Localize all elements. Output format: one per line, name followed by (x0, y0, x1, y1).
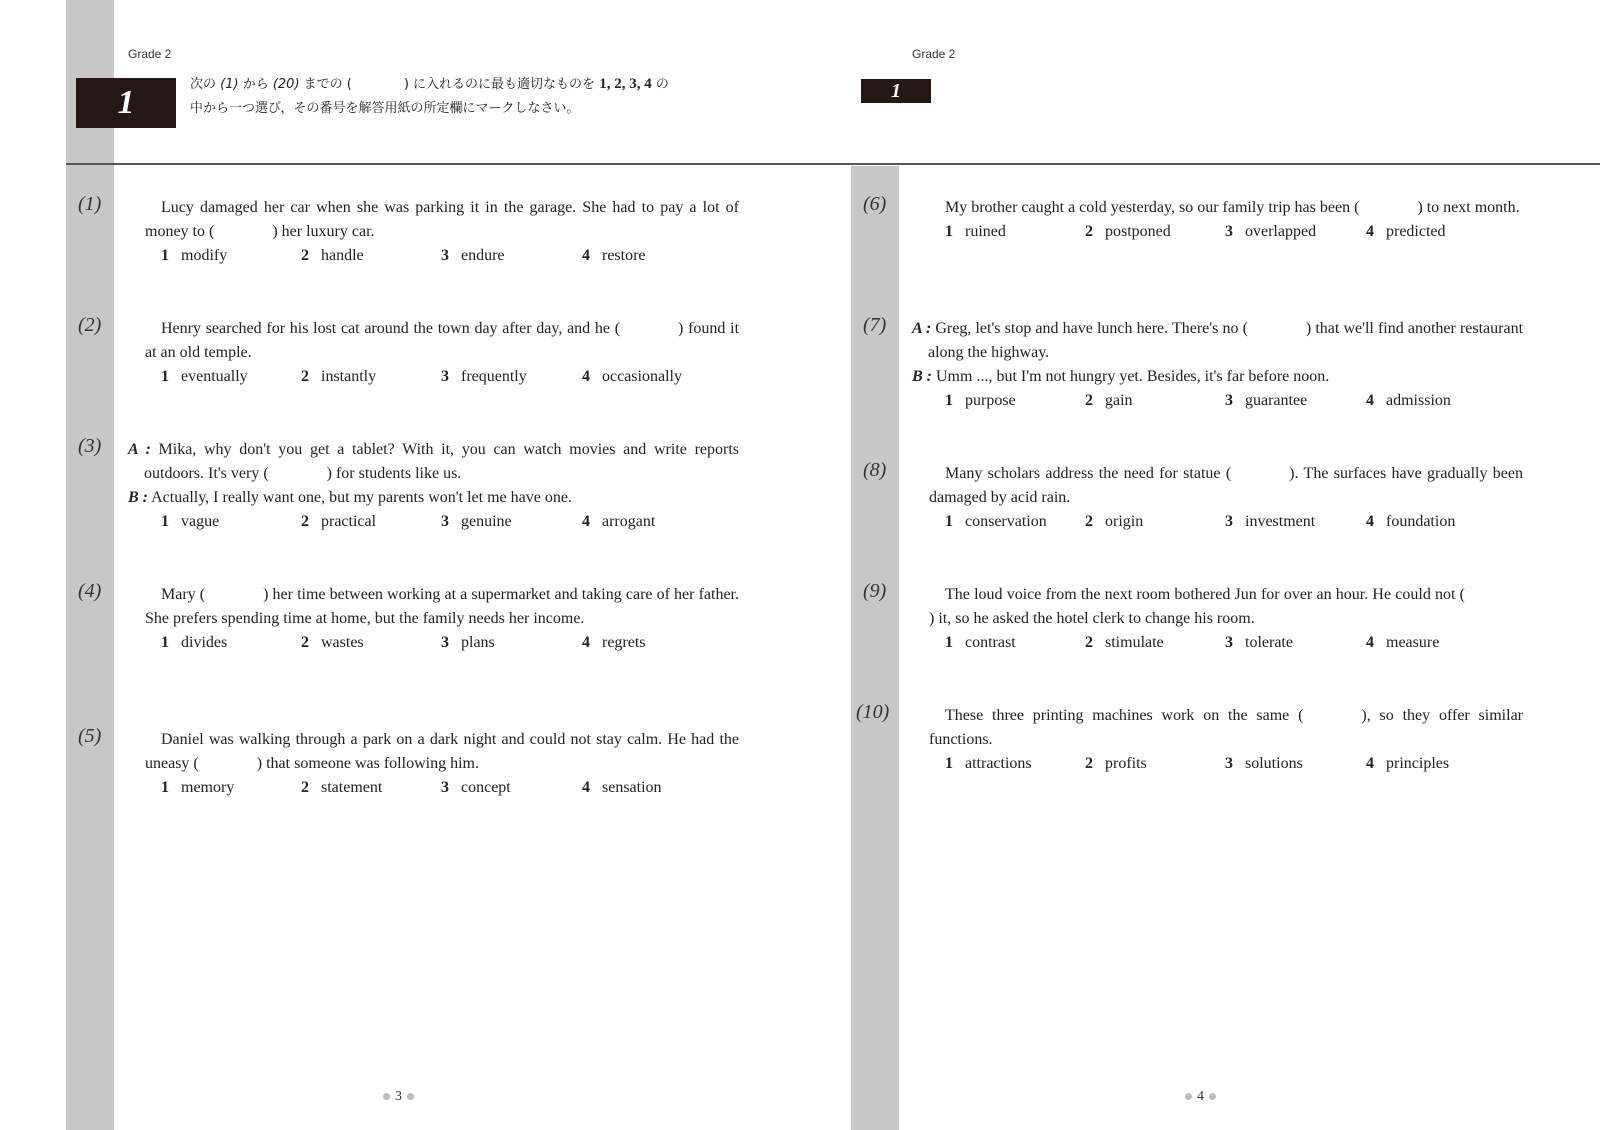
left-gutter-bar (66, 0, 114, 1130)
option-2[interactable]: 2 handle (301, 247, 364, 264)
question-8 (929, 462, 1523, 534)
grade-label: Grade 2 (912, 47, 956, 61)
question-number: (4) (78, 580, 102, 602)
option-3[interactable]: 3 frequently (441, 368, 527, 385)
question-number: (5) (78, 725, 102, 747)
option-1[interactable]: 1 vague (161, 513, 220, 530)
option-4[interactable]: 4 measure (1366, 634, 1440, 651)
option-3[interactable]: 3 solutions (1225, 755, 1303, 772)
option-4[interactable]: 4 foundation (1366, 513, 1456, 530)
option-1[interactable]: 1 modify (161, 247, 228, 264)
question-text: Mary ( ) her time between working at a supermarket and taking care of her father. She prefers spending time at home, but the family needs her income. (145, 586, 740, 627)
option-4[interactable]: 4 predicted (1366, 223, 1446, 240)
header-rule (66, 163, 800, 165)
option-2[interactable]: 2 stimulate (1085, 634, 1164, 651)
question-4 (145, 583, 739, 655)
question-3 (128, 438, 739, 534)
option-1[interactable]: 1 attractions (945, 755, 1032, 772)
page-number: 3 (378, 1089, 419, 1105)
section-number-box: 1 (861, 79, 931, 103)
answer-options (945, 389, 1523, 413)
option-1[interactable]: 1 conservation (945, 513, 1047, 530)
answer-options (945, 220, 1523, 244)
answer-options (161, 365, 739, 389)
question-number: (7) (863, 314, 887, 336)
page-number: 4 (1180, 1089, 1221, 1105)
question-text: Henry searched for his lost cat around the town day after day, and he ( ) found it at an old temple. (145, 320, 740, 361)
option-4[interactable]: 4 arrogant (582, 513, 656, 530)
option-4[interactable]: 4 principles (1366, 755, 1450, 772)
option-3[interactable]: 3 guarantee (1225, 392, 1308, 409)
answer-options (161, 776, 739, 800)
answer-options (161, 510, 739, 534)
dialogue-b: B : Actually, I really want one, but my parents won't let me have one. (128, 489, 572, 506)
dialogue-b: B : Umm ..., but I'm not hungry yet. Besides, it's far before noon. (912, 368, 1330, 385)
option-3[interactable]: 3 plans (441, 634, 495, 651)
question-5 (145, 728, 739, 800)
page-dot (1209, 1093, 1216, 1100)
instructions-line1: 次の (1) から (20) までの ( ) に入れるのに最も適切なものを 1, 2, 3, 4 の (190, 76, 669, 92)
option-3[interactable]: 3 concept (441, 779, 511, 796)
question-2 (145, 317, 739, 389)
option-3[interactable]: 3 genuine (441, 513, 512, 530)
question-text: Many scholars address the need for statue ( ). The surfaces have gradually been damaged by acid rain. (929, 465, 1524, 506)
right-page (800, 0, 1600, 1130)
dialogue-a: A : Mika, why don't you get a tablet? With it, you can watch movies and write reports outdoors. It's very ( ) for students like us. (128, 441, 739, 482)
page-dot (407, 1093, 414, 1100)
question-text: My brother caught a cold yesterday, so our family trip has been ( ) to next month. (945, 199, 1520, 216)
option-3[interactable]: 3 endure (441, 247, 505, 264)
answer-options (945, 510, 1523, 534)
option-3[interactable]: 3 tolerate (1225, 634, 1293, 651)
header-rule (800, 163, 1600, 165)
option-4[interactable]: 4 occasionally (582, 368, 682, 385)
question-number: (1) (78, 193, 102, 215)
question-text: The loud voice from the next room bothered Jun for over an hour. He could not () it, so he asked the hotel clerk to change his room. (929, 586, 1465, 627)
option-1[interactable]: 1 divides (161, 634, 228, 651)
page-dot (383, 1093, 390, 1100)
option-2[interactable]: 2 origin (1085, 513, 1144, 530)
question-6 (929, 196, 1523, 244)
option-2[interactable]: 2 profits (1085, 755, 1147, 772)
option-1[interactable]: 1 ruined (945, 223, 1006, 240)
option-2[interactable]: 2 wastes (301, 634, 364, 651)
question-number: (8) (863, 459, 887, 481)
section-number-box: 1 (76, 78, 176, 128)
page-dot (1185, 1093, 1192, 1100)
option-4[interactable]: 4 sensation (582, 779, 662, 796)
question-text: These three printing machines work on the same ( ), so they offer similar functions. (929, 707, 1523, 748)
question-number: (2) (78, 314, 102, 336)
option-2[interactable]: 2 gain (1085, 392, 1133, 409)
question-7 (912, 317, 1523, 413)
question-9 (929, 583, 1523, 655)
option-1[interactable]: 1 eventually (161, 368, 248, 385)
right-gutter-bar (851, 166, 899, 1130)
answer-options (161, 244, 739, 268)
question-number: (6) (863, 193, 887, 215)
answer-options (945, 631, 1523, 655)
answer-options (945, 752, 1523, 776)
question-number: (3) (78, 435, 102, 457)
option-3[interactable]: 3 overlapped (1225, 223, 1317, 240)
option-3[interactable]: 3 investment (1225, 513, 1316, 530)
answer-options (161, 631, 739, 655)
option-2[interactable]: 2 practical (301, 513, 377, 530)
option-1[interactable]: 1 contrast (945, 634, 1016, 651)
option-2[interactable]: 2 postponed (1085, 223, 1171, 240)
question-number: (9) (863, 580, 887, 602)
option-2[interactable]: 2 instantly (301, 368, 377, 385)
question-number: (10) (856, 701, 890, 723)
instructions (190, 72, 750, 121)
option-1[interactable]: 1 purpose (945, 392, 1016, 409)
option-2[interactable]: 2 statement (301, 779, 383, 796)
question-text: Lucy damaged her car when she was parking it in the garage. She had to pay a lot of money to ( ) her luxury car. (145, 199, 739, 240)
option-1[interactable]: 1 memory (161, 779, 235, 796)
option-4[interactable]: 4 restore (582, 247, 646, 264)
question-1 (145, 196, 739, 268)
option-4[interactable]: 4 admission (1366, 392, 1451, 409)
instructions-line2: 中から一つ選び，その番号を解答用紙の所定欄にマークしなさい。 (190, 101, 580, 116)
option-4[interactable]: 4 regrets (582, 634, 646, 651)
question-text: Daniel was walking through a park on a dark night and could not stay calm. He had the uneasy ( ) that someone was following him. (145, 731, 739, 772)
dialogue-a: A : Greg, let's stop and have lunch here. There's no ( ) that we'll find another restaurant along the highway. (912, 320, 1524, 361)
grade-label: Grade 2 (128, 47, 172, 61)
question-10 (929, 704, 1523, 776)
